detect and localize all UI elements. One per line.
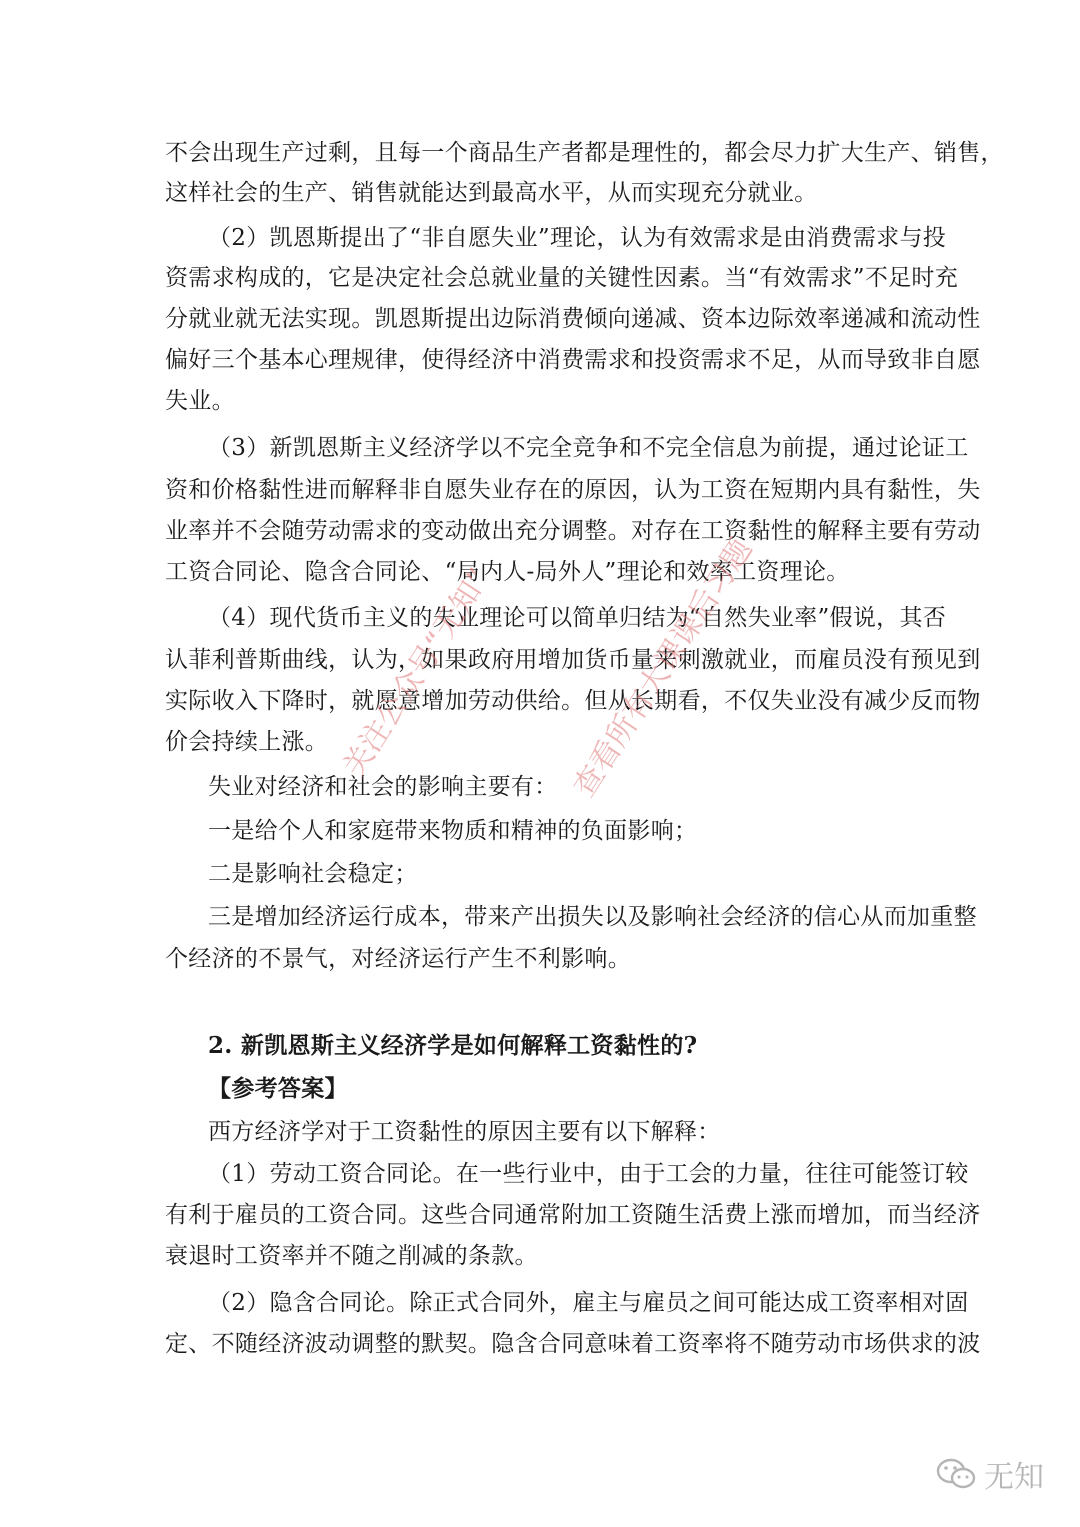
text-line: （3）新凯恩斯主义经济学以不完全竞争和不完全信息为前提，通过论证工 xyxy=(208,435,969,461)
watermark: 查看所有大课课后习题 xyxy=(566,532,760,804)
brand-badge xyxy=(936,1452,1044,1496)
text-line: 有利于雇员的工资合同。这些合同通常附加工资随生活费上涨而增加，而当经济 xyxy=(165,1202,981,1228)
text-line: 二是影响社会稳定； xyxy=(208,861,418,887)
text-line: （2）隐含合同论。除正式合同外，雇主与雇员之间可能达成工资率相对固 xyxy=(208,1290,969,1316)
text-line: 定、不随经济波动调整的默契。隐含合同意味着工资率将不随劳动市场供求的波 xyxy=(165,1331,981,1357)
text-line: 失业。 xyxy=(165,388,235,414)
text-line: 不会出现生产过剩，且每一个商品生产者都是理性的，都会尽力扩大生产、销售， xyxy=(165,140,1004,166)
text-line: 失业对经济和社会的影响主要有： xyxy=(208,774,558,800)
text-line: （2）凯恩斯提出了“非自愿失业”理论，认为有效需求是由消费需求与投 xyxy=(208,225,947,251)
text-line: （4）现代货币主义的失业理论可以简单归结为“自然失业率”假说，其否 xyxy=(208,605,947,631)
text-line: 这样社会的生产、销售就能达到最高水平，从而实现充分就业。 xyxy=(165,180,818,206)
text-line: 工资合同论、隐含合同论、“局内人-局外人”理论和效率工资理论。 xyxy=(165,559,850,585)
text-line: 认菲利普斯曲线，认为，如果政府用增加货币量来刺激就业，而雇员没有预见到 xyxy=(165,647,981,673)
text-line: 三是增加经济运行成本，带来产出损失以及影响社会经济的信心从而加重整 xyxy=(208,904,977,930)
text-line: 实际收入下降时，就愿意增加劳动供给。但从长期看，不仅失业没有减少反而物 xyxy=(165,688,981,714)
brand-label: 无知 xyxy=(984,1460,1044,1495)
text-line: （1）劳动工资合同论。在一些行业中，由于工会的力量，往往可能签订较 xyxy=(208,1161,969,1187)
answer-label: 【参考答案】 xyxy=(208,1075,348,1102)
text-line: 衰退时工资率并不随之削减的条款。 xyxy=(165,1243,538,1269)
text-line: 分就业就无法实现。凯恩斯提出边际消费倾向递减、资本边际效率递减和流动性 xyxy=(165,306,981,332)
wechat-icon xyxy=(936,1457,976,1491)
watermark: 关注公众号“无知” xyxy=(336,562,498,784)
question-heading: 2. 新凯恩斯主义经济学是如何解释工资黏性的? xyxy=(208,1032,698,1059)
text-line: 偏好三个基本心理规律，使得经济中消费需求和投资需求不足，从而导致非自愿 xyxy=(165,347,981,373)
text-line: 个经济的不景气，对经济运行产生不利影响。 xyxy=(165,946,631,972)
text-line: 资和价格黏性进而解释非自愿失业存在的原因，认为工资在短期内具有黏性，失 xyxy=(165,477,981,503)
text-line: 西方经济学对于工资黏性的原因主要有以下解释： xyxy=(208,1119,721,1145)
text-line: 一是给个人和家庭带来物质和精神的负面影响； xyxy=(208,818,698,844)
text-line: 资需求构成的，它是决定社会总就业量的关键性因素。当“有效需求”不足时充 xyxy=(165,265,959,291)
text-line: 业率并不会随劳动需求的变动做出充分调整。对存在工资黏性的解释主要有劳动 xyxy=(165,518,981,544)
text-line: 价会持续上涨。 xyxy=(165,729,329,755)
